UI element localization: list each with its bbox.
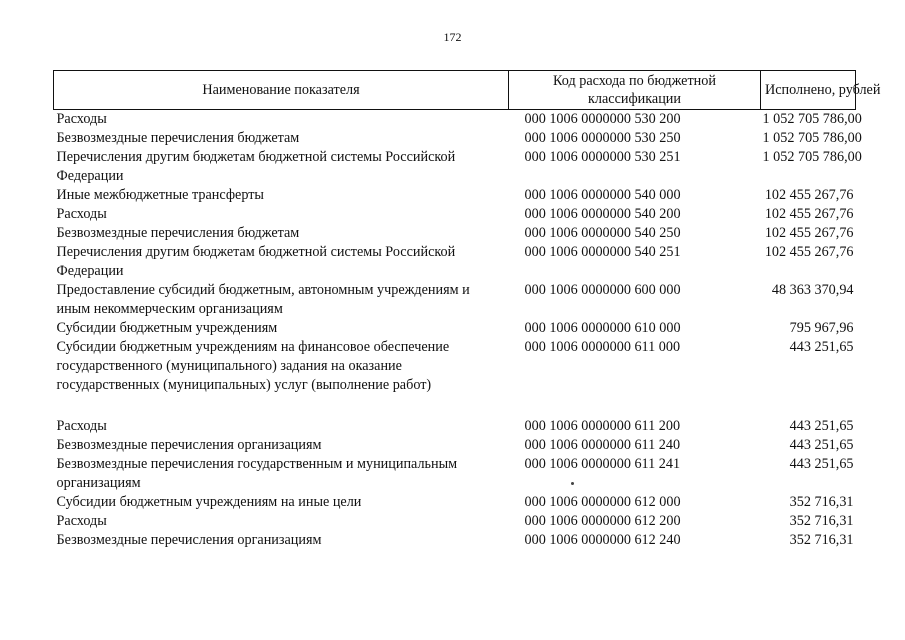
header-budget-code: Код расхода по бюджетной классификации: [509, 71, 761, 110]
row-name: Безвозмездные перечисления государственным и муниципальным организациям: [56, 456, 458, 491]
row-name: Субсидии бюджетным учреждениям: [56, 320, 278, 336]
row-name: Перечисления другим бюджетам бюджетной системы Российской Федерации: [56, 244, 456, 279]
row-amount: 443 251,65: [789, 418, 854, 434]
scan-speck: [571, 482, 574, 485]
page-number: 172: [443, 30, 462, 44]
row-name: Расходы: [56, 513, 107, 529]
row-code: 000 1006 0000000 612 200: [524, 513, 681, 529]
row-code: 000 1006 0000000 612 000: [524, 494, 681, 510]
row-name: Предоставление субсидий бюджетным, автономным учреждениям и иным некоммерческим организациям: [56, 282, 470, 317]
row-amount: 48 363 370,94: [771, 282, 854, 298]
row-code: 000 1006 0000000 610 000: [524, 320, 681, 336]
table-row: [54, 531, 856, 550]
row-name: Субсидии бюджетным учреждениям на финансовое обеспечение государственного (муниципального) задания на оказание государственных (муниципальных) услуг (выполнение работ): [56, 339, 450, 393]
row-amount: 443 251,65: [789, 456, 854, 472]
row-amount: 443 251,65: [789, 437, 854, 453]
row-name: Безвозмездные перечисления организациям: [56, 532, 322, 548]
table-row: [54, 148, 856, 186]
row-name: Безвозмездные перечисления бюджетам: [56, 225, 300, 241]
table-row: [54, 281, 856, 319]
table-row: [54, 338, 856, 395]
table-row: [54, 243, 856, 281]
row-name: Расходы: [56, 418, 107, 434]
expenditure-table: [53, 70, 881, 550]
row-amount: 443 251,65: [789, 339, 854, 355]
row-code: 000 1006 0000000 530 250: [524, 130, 681, 146]
row-name: Расходы: [56, 111, 107, 127]
table-row: [54, 224, 856, 243]
row-name: Иные межбюджетные трансферты: [56, 187, 264, 203]
row-amount: 102 455 267,76: [764, 206, 854, 222]
table-row: [54, 110, 856, 130]
row-code: 000 1006 0000000 611 241: [524, 456, 681, 472]
row-code: 000 1006 0000000 612 240: [524, 532, 681, 548]
header-indicator-name: Наименование показателя: [54, 71, 509, 110]
row-amount: 102 455 267,76: [764, 225, 854, 241]
table-row: [54, 455, 856, 493]
header-executed-amount: Исполнено, рублей: [761, 71, 856, 110]
row-amount: 795 967,96: [789, 320, 854, 336]
row-amount: 352 716,31: [789, 532, 854, 548]
row-name: Субсидии бюджетным учреждениям на иные цели: [56, 494, 362, 510]
row-code: 000 1006 0000000 611 200: [524, 418, 681, 434]
row-amount: 1 052 705 786,00: [762, 130, 862, 146]
table-row: [54, 319, 856, 338]
row-code: 000 1006 0000000 611 240: [524, 437, 681, 453]
row-code: 000 1006 0000000 540 250: [524, 225, 681, 241]
row-code: 000 1006 0000000 540 251: [524, 244, 681, 260]
row-amount: 352 716,31: [789, 513, 854, 529]
table-header-row: [54, 71, 856, 110]
table-row: [54, 205, 856, 224]
row-code: 000 1006 0000000 540 200: [524, 206, 681, 222]
row-code: 000 1006 0000000 540 000: [524, 187, 681, 203]
row-name: Безвозмездные перечисления организациям: [56, 437, 322, 453]
table-row: [54, 436, 856, 455]
row-code: 000 1006 0000000 530 251: [524, 149, 681, 165]
row-name: Расходы: [56, 206, 107, 222]
row-amount: 352 716,31: [789, 494, 854, 510]
table-row: [54, 512, 856, 531]
row-amount: 102 455 267,76: [764, 244, 854, 260]
row-code: 000 1006 0000000 600 000: [524, 282, 681, 298]
row-amount: 102 455 267,76: [764, 187, 854, 203]
table-row: [54, 186, 856, 205]
table-row: [54, 395, 856, 436]
row-name: Безвозмездные перечисления бюджетам: [56, 130, 300, 146]
row-code: 000 1006 0000000 611 000: [524, 339, 681, 355]
table-row: [54, 129, 856, 148]
row-code: 000 1006 0000000 530 200: [524, 111, 681, 127]
row-amount: 1 052 705 786,00: [762, 111, 862, 127]
row-amount: 1 052 705 786,00: [762, 149, 862, 165]
table-row: [54, 493, 856, 512]
row-name: Перечисления другим бюджетам бюджетной системы Российской Федерации: [56, 149, 456, 184]
